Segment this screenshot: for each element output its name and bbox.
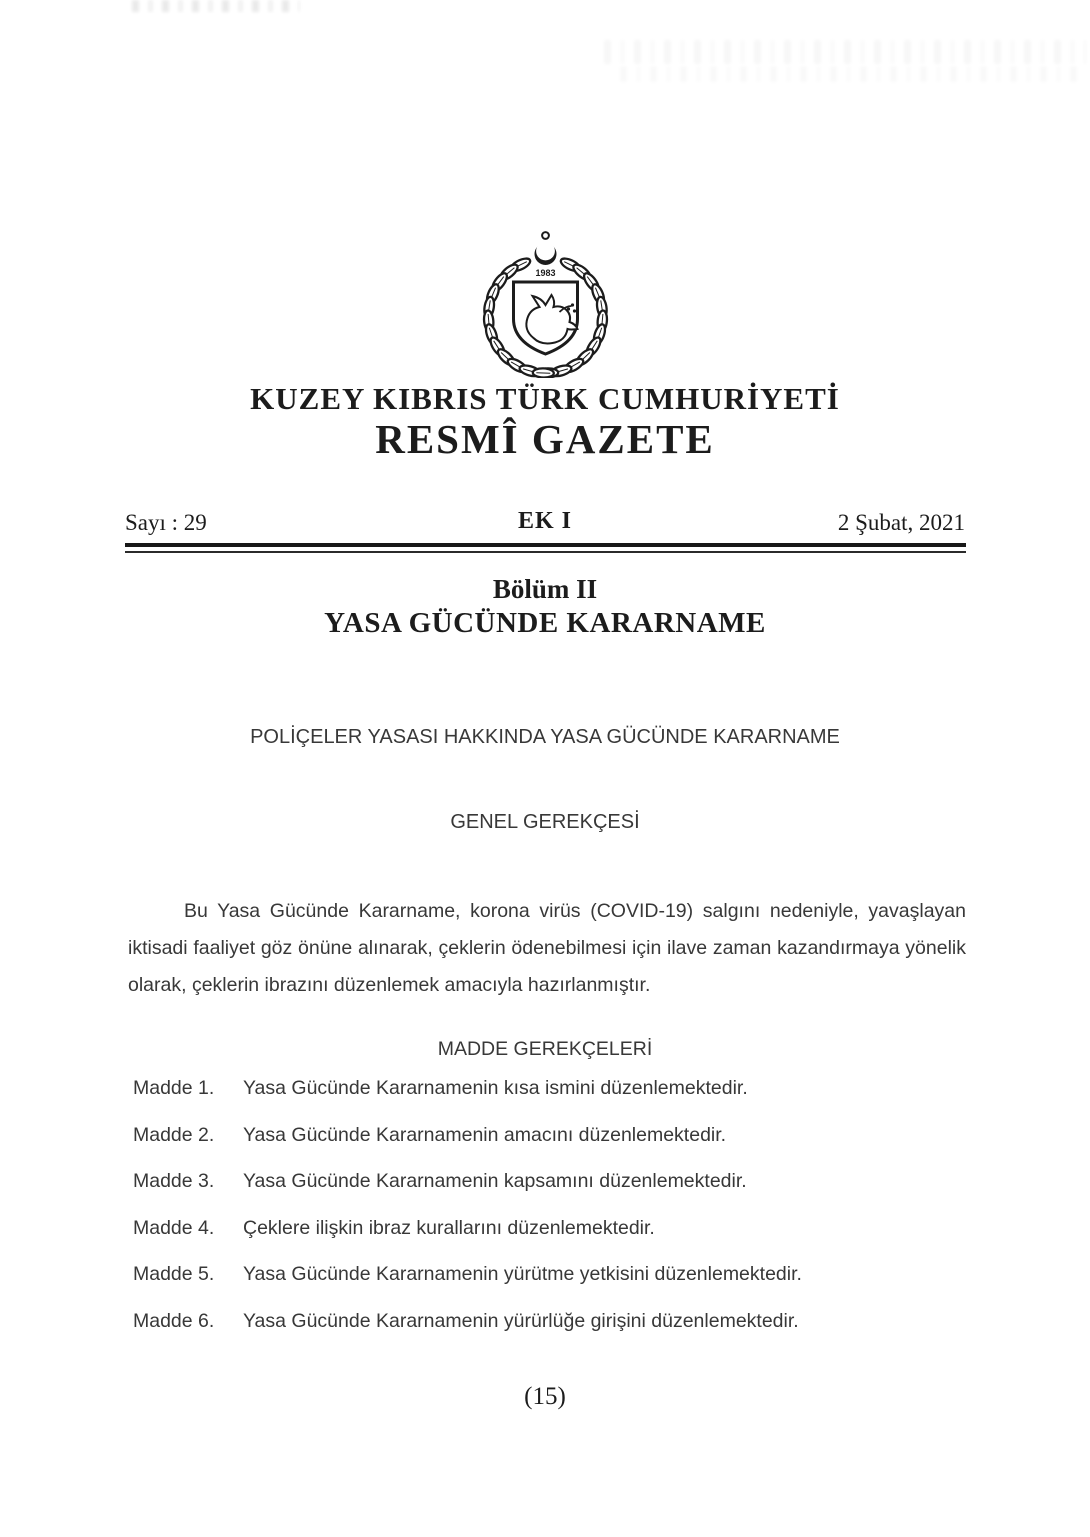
- article-row: [133, 1074, 933, 1102]
- divider-rule-thick: [125, 543, 966, 547]
- page-number: (15): [524, 1383, 566, 1410]
- article-label: Madde 4.: [133, 1216, 215, 1239]
- article-label: Madde 6.: [133, 1309, 215, 1332]
- article-row: [133, 1307, 933, 1335]
- article-row: [133, 1167, 933, 1195]
- masthead-gazette-title: RESMÎ GAZETE: [375, 416, 715, 462]
- general-justification-paragraph: Bu Yasa Gücünde Kararname, korona virüs (COVID-19) salgını nedeniyle, yavaşlayan iktisadi faaliyet göz önüne alınarak, çeklerin ödenebilmesi için ilave zaman kazandırmaya yönelik olarak, çeklerin ibrazını düzenlemek amacıyla hazırlanmıştır.: [128, 900, 966, 996]
- issue-number: Sayı : 29: [125, 510, 207, 535]
- article-text: Çeklere ilişkin ibraz kurallarını düzenlemektedir.: [243, 1216, 655, 1239]
- issue-date: 2 Şubat, 2021: [837, 510, 965, 535]
- article-justifications-heading: MADDE GEREKÇELERİ: [437, 1038, 653, 1060]
- article-label: Madde 3.: [133, 1170, 215, 1192]
- masthead-country: KUZEY KIBRIS TÜRK CUMHURİYETİ: [250, 381, 840, 416]
- article-text: Yasa Gücünde Kararnamenin yürütme yetkisini düzenlemektedir.: [243, 1263, 802, 1285]
- scan-artifact-top-right-2: [620, 66, 1080, 82]
- article-text: Yasa Gücünde Kararnamenin kapsamını düzenlemektedir.: [243, 1170, 747, 1192]
- article-label: Madde 1.: [133, 1077, 215, 1099]
- article-row: [133, 1214, 933, 1242]
- divider-rule-thin: [125, 551, 966, 553]
- article-row: [133, 1260, 933, 1288]
- article-list: [133, 1074, 933, 1353]
- article-row: [133, 1121, 933, 1149]
- general-justification-heading: GENEL GEREKÇESİ: [450, 811, 640, 833]
- issue-header-row: [125, 504, 965, 536]
- article-label: Madde 2.: [133, 1123, 215, 1146]
- supplement-label: EK I: [517, 508, 572, 534]
- scan-artifact-top-right: [604, 40, 1086, 64]
- section-title: YASA GÜCÜNDE KARARNAME: [324, 607, 766, 639]
- scan-artifact-top-left: [132, 0, 300, 12]
- article-text: Yasa Gücünde Kararnamenin kısa ismini düzenlemektedir.: [243, 1077, 748, 1099]
- emblem-year: 1983: [535, 268, 556, 278]
- article-text: Yasa Gücünde Kararnamenin yürürlüğe girişini düzenlemektedir.: [243, 1309, 799, 1332]
- article-label: Madde 5.: [133, 1263, 215, 1285]
- article-text: Yasa Gücünde Kararnamenin amacını düzenlemektedir.: [243, 1123, 727, 1146]
- trnc-coat-of-arms-icon: [473, 228, 618, 378]
- chapter-heading: Bölüm II: [492, 574, 598, 604]
- decree-title: POLİÇELER YASASI HAKKINDA YASA GÜCÜNDE KARARNAME: [250, 726, 840, 748]
